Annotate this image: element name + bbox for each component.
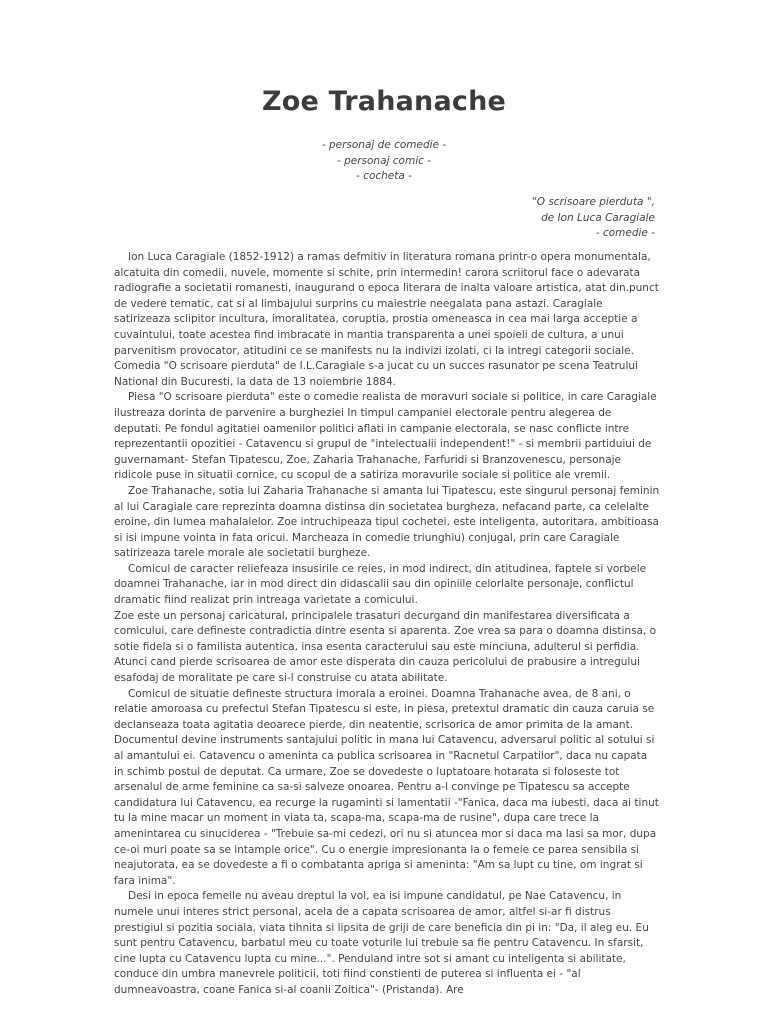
paragraph: Zoe este un personaj caricatural, principalele trasaturi decurgand din manifestarea diversificata a comicului, care defineste contradictia dintre esenta si aparenta. Zoe vrea sa para o doamna distinsa, o sotie fidela si o familista autentica, insa esenta caracterului sau este minciuna, adulterul si perfidia. Atunci cand pierde scrisoarea de amor este disperata din cauza pericolului de prabusire a intregului esafodaj de moralitate pe care si-l construise cu atata abilitate. bbox=[114, 609, 657, 685]
paragraph: Comicul de situatie defineste structura imorala a eroinei. Doamna Trahanache avea, de 8 ani, o relatie amoroasa cu prefectul Stefan Tipatescu si este, in piesa, pretextul dramatic din cauza caruia se declanseaza toata agitatia deoarece pierde, din neatentie, scrisorica de amor primita de la amant. Documentul devine instruments santajului politic in mana lui Catavencu, adversarul politic al sotului si al amantului ei. Catavencu o ameninta ca publica scrisoarea in "Racnetul Carpatilor", daca nu capata in schimb postul de deputat. Ca urmare, Zoe se dovedeste o luptatoare hotarata si foloseste tot arsenalul de arme feminine ca sa-si salveze onoarea. Pentru a-l convinge pe Tipatescu sa accepte candidatura lui Catavencu, ea recurge la rugaminti si lamentatii -"Fanica, daca ma iubesti, daca ai tinut tu la mine macar un moment in viata ta, scapa-ma, scapa-ma de rusine", dupa care trece la amenintarea cu sinuciderea - "Trebuie sa-mi cedezi, ori nu si atuncea mor si daca ma lasi sa mor, dupa ce-oi muri poate sa se intample orice". Cu o energie impresionanta la o femeie ce parea sensibila si neajutorata, ea se dovedeste a fi o combatanta apriga si ameninta: "Am sa lupt cu tine, om ingrat si fara inima". bbox=[114, 687, 659, 887]
source-block bbox=[532, 195, 655, 242]
essay-body bbox=[114, 250, 660, 999]
source-line: - comedie - bbox=[595, 227, 655, 239]
document-title: Zoe Trahanache bbox=[261, 86, 507, 117]
subtitle-line: - cocheta - bbox=[356, 170, 412, 182]
paragraph: Ion Luca Caragiale (1852-1912) a ramas defmitiv in literatura romana printr-o opera monumentala, alcatuita din comedii, nuvele, momente si schite, prin intermedin! carora scriitorul face o adevarata radiografie a societatii romanesti, inaugurand o epoca literara de inalta valoare artistica, atat din.punct de vedere tematic, cat si al limbajului surprins cu maiestrie neegalata pana astazi. Caragiale satirizeaza sclipitor incultura, imoralitatea, coruptia, prostia omeneasca in cea mai larga acceptie a cuvaintului, toate acestea find imbracate in mantia transparenta a unei spoieli de cultura, a unui parvenitism provocator, atitudini ce se manifests nu la indivizi izolati, ci la intregi categorii sociale. bbox=[114, 251, 659, 357]
source-line: de Ion Luca Caragiale bbox=[541, 211, 655, 224]
paragraph: Piesa "O scrisoare pierduta" este o comedie realista de moravuri sociale si politice, in care Caragiale ilustreaza dorinta de parvenire a burgheziei In timpul campaniei electorale pentru alegerea de deputati. Pe fondul agitatiei oamenilor politici aflati in campanie electorala, se nasc conflicte intre reprezentantii opozitiei - Catavencu si grupul de "intelectualii independent!" - si membrii partiduiui de guvernamant- Stefan Tipatescu, Zoe, Zaharia Trahanache, Farfuridi si Branzovenescu, personaje ridicole puse in situatii cornice, cu scopul de a satiriza moravurile sociale si politice ale vremii. bbox=[114, 391, 657, 482]
paragraph: Zoe Trahanache, sotia lui Zaharia Trahanache si amanta lui Tipatescu, este singurul personaj feminin al lui Caragiale care reprezinta doamna distinsa din societatea burgheza, nefacand parte, ca celelalte eroine, din lumea mahalalelor. Zoe intruchipeaza tipul cochetei, este inteligenta, autoritara, ambitioasa si isi impune vointa in fata oricui. Marcheaza in comedie triunghiu) conjugal, prin care Caragiale satirizeaza tarele morale ale societatii burgheze. bbox=[114, 484, 660, 560]
subtitle-line: - personaj de comedie - bbox=[321, 139, 447, 151]
subtitle-block bbox=[0, 138, 768, 185]
paragraph: Comedia "O scrisoare pierduta" de I.L.Caragiale s-a jucat cu un succes rasunator pe scena Teatrului National din Bucuresti, la data de 13 noiembrie 1884. bbox=[114, 360, 638, 388]
paragraph: Comicul de caracter reliefeaza insusirile ce reies, in mod indirect, din atitudinea, faptele si vorbele doamnei Trahanache, iar in mod direct din didascalii sau din opiniile celorlalte personaje, conflictul dramatic fiind realizat prin intreaga varietate a comicului. bbox=[114, 562, 647, 607]
paragraph: Desi in epoca femeile nu aveau dreptul la vol, ea isi impune candidatul, pe Nae Catavencu, in numele unui interes strict personal, acela de a capata scrisoarea de amor, altfel si-ar fi distrus prestigiul si pozitia sociala, viata tihnita si lipsita de griji de care beneficia din pi in: "Da, il aleg eu. Eu sunt pentru Catavencu, barbatul meu cu toate voturile lui trebuie sa fie pentru Catavencu. In sfarsit, cine lupta cu Catavencu lupta cu mine...". Penduland intre sot si amant cu inteligenta si abilitate, conduce din umbra manevrele politicii, toti fiind constienti de puterea si influenta ei - "al dumneavoastra, coane Fanica si-al coanii Zoitica"- (Pristanda). Are bbox=[114, 890, 649, 996]
source-line: "O scrisoare pierduta ", bbox=[531, 196, 655, 208]
subtitle-line: - personaj comic - bbox=[336, 154, 432, 167]
